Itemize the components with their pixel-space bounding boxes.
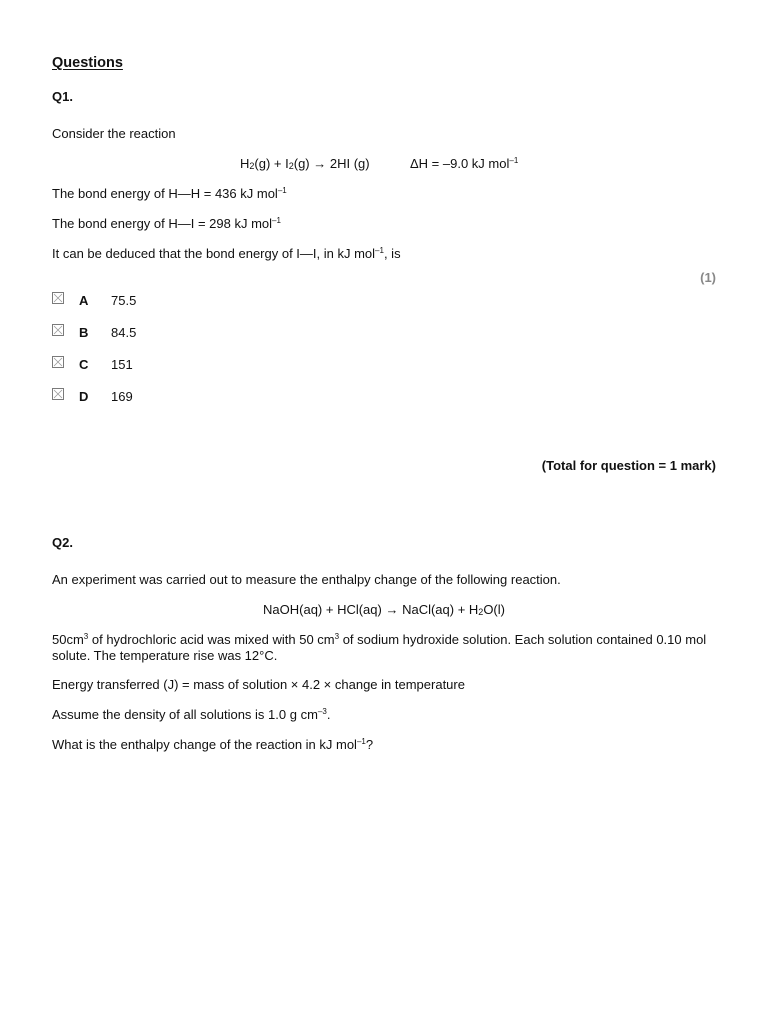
bond-energy-hh [52,186,287,201]
option-value: 151 [111,357,133,372]
question-1-intro: Consider the reaction [52,126,176,141]
para-sup: 3 [334,632,340,641]
para-c: of sodium hydroxide solution. Each solution contained 0.10 mol solute. The temperature rise was 12°C. [52,632,707,663]
option-value: 169 [111,389,133,404]
bond-energy-hi-sup: –1 [272,216,281,225]
question-1-total: (Total for question = 1 mark) [541,458,716,473]
bond-energy-hh-sup: –1 [277,186,287,195]
question-1-prompt [52,246,401,261]
prompt-pre: It can be deduced that the bond energy of I—I, in kJ mol [52,246,376,261]
prompt-post: , is [383,246,401,261]
density-assumption [52,707,330,722]
question-2-number: Q2. [52,535,73,550]
bond-energy-hi [52,216,281,231]
question-1-number: Q1. [52,89,73,104]
checkbox-icon[interactable] [52,356,64,368]
checkbox-icon[interactable] [52,388,64,400]
bond-energy-hh-text: The bond energy of H—H = 436 kJ mol [52,186,278,201]
bond-energy-hi-text: The bond energy of H—I = 298 kJ mol [52,216,273,231]
option-value: 75.5 [111,293,137,308]
para-a: 50cm [52,632,84,647]
para-b: of hydrochloric acid was mixed with 50 cm [88,632,335,647]
option-a[interactable] [52,292,252,310]
density-pre: Assume the density of all solutions is 1.0 g cm [52,707,318,722]
eq-h2: H [240,156,250,171]
q2-prompt-sup: –1 [356,737,366,746]
question-2-intro: An experiment was carried out to measure the enthalpy change of the following reaction. [52,572,561,587]
option-letter: B [79,325,89,340]
option-b[interactable] [52,324,252,342]
density-post: . [326,707,331,722]
option-letter: D [79,389,89,404]
enthalpy-value [410,156,518,171]
eq2-post: O(l) [483,602,505,617]
option-d[interactable] [52,388,252,406]
experiment-description [52,632,716,664]
eq2-pre: NaOH(aq) + HCl(aq) → NaCl(aq) + H [263,602,479,617]
checkbox-icon[interactable] [52,324,64,336]
question-1-marks: (1) [700,270,716,285]
q2-prompt-post: ? [365,737,374,752]
option-letter: C [79,357,89,372]
energy-formula: Energy transferred (J) = mass of solution × 4.2 × change in temperature [52,677,465,692]
eq2-sub: 2 [478,607,484,617]
prompt-sup: –1 [375,246,384,255]
option-letter: A [79,293,89,308]
question-2-prompt [52,737,373,752]
density-sup: –3 [317,707,327,716]
eq-part: (g) + I [254,156,289,171]
para-sup: 3 [83,632,89,641]
enthalpy-sup: –1 [509,156,519,165]
option-value: 84.5 [111,325,137,340]
q2-prompt-pre: What is the enthalpy change of the reaction in kJ mol [52,737,357,752]
neutralisation-equation [0,602,768,617]
eq-part: (g) → 2HI (g) [293,156,370,171]
reaction-equation [240,156,370,171]
eq-sub: 2 [249,161,255,171]
enthalpy-text: ΔH = –9.0 kJ mol [410,156,510,171]
page-heading: Questions [52,55,123,71]
eq-sub: 2 [288,161,294,171]
option-c[interactable] [52,356,252,374]
checkbox-icon[interactable] [52,292,64,304]
